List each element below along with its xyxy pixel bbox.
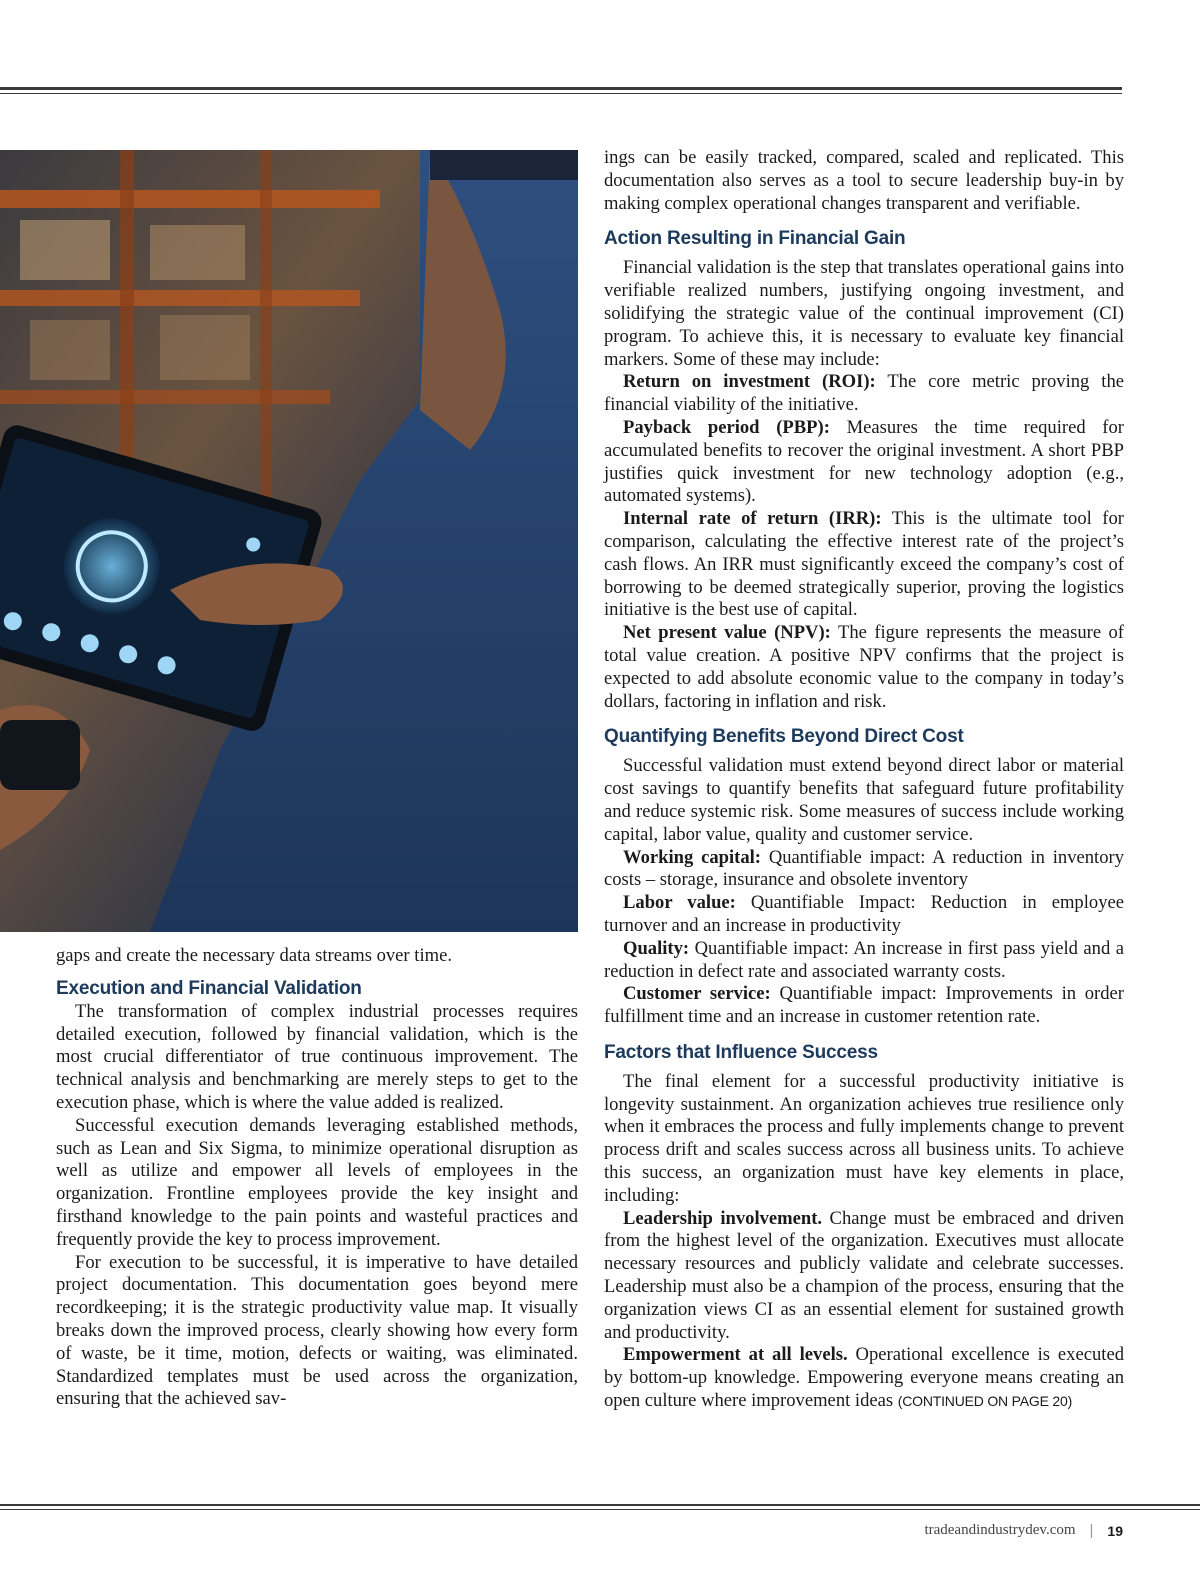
list-item-term: Net present value (NPV): — [623, 622, 831, 644]
section-heading-execution: Execution and Financial Validation — [56, 977, 362, 999]
warehouse-tablet-photo — [0, 150, 578, 932]
list-item-text: This is the ultimate tool for comparison, calculating the effective interest rate of the project’s cash flows. An IRR must significantly exceed the company’s cost of borrowing to be deemed strategically superior, proving the logistics initiative is the best use of capital. — [604, 508, 1124, 621]
list-item-text: Quantifiable impact: Improvements in order fulfillment time and an increase in customer retention rate. — [604, 983, 1124, 1028]
list-item-text: Quantifiable Impact: Reduction in employee turnover and an increase in productivity — [604, 892, 1124, 936]
page-number: 19 — [1107, 1522, 1123, 1539]
list-item-text: Measures the time required for accumulated benefits to recover the original investment. A short PBP justifies quick investment for new technology adoption (e.g., automated systems). — [604, 416, 1124, 507]
photo-illustration — [0, 150, 578, 932]
list-item — [604, 1208, 1124, 1345]
list-item — [604, 417, 1124, 508]
list-item — [604, 508, 1124, 622]
section-heading-factors-success: Factors that Influence Success — [604, 1041, 878, 1063]
top-rule — [0, 87, 1122, 90]
list-item-text: The core metric proving the financial viability of the initiative. — [604, 371, 1125, 416]
list-item — [604, 892, 1124, 938]
list-item-text: Quantifiable impact: A reduction in inventory costs – storage, insurance and obsolete inventory — [604, 846, 1124, 891]
right-lead: ings can be easily tracked, compared, scaled and replicated. This documentation also serves as a tool to secure leadership buy-in by making complex operational changes transparent and verifiable. — [604, 147, 1124, 214]
list-item — [604, 1344, 1124, 1412]
list-item-term: Leadership involvement. — [623, 1207, 823, 1229]
top-rule-thin — [0, 93, 1122, 94]
list-item-term: Quality: — [623, 937, 690, 959]
list-item-term: Customer service: — [623, 983, 771, 1005]
left-lead: gaps and create the necessary data streams over time. — [56, 945, 452, 966]
list-item-text: Quantifiable impact: An increase in first pass yield and a reduction in defect rate and associated warranty costs. — [604, 937, 1124, 982]
section-heading-quantifying-benefits: Quantifying Benefits Beyond Direct Cost — [604, 726, 964, 748]
section-heading-financial-gain: Action Resulting in Financial Gain — [604, 228, 906, 250]
page-footer — [924, 1522, 1123, 1539]
list-item-term: Payback period (PBP): — [623, 416, 830, 438]
list-item-term: Return on investment (ROI): — [623, 371, 876, 393]
footer-site-link[interactable]: tradeandindustrydev.com — [924, 1522, 1076, 1538]
section-intro: Financial validation is the step that translates operational gains into verifiable realized numbers, justifying ongoing investment, and solidifying the strategic value of the continual improvement (CI) program. To achieve this, it is necessary to evaluate key financial markers. Some of these may include: — [604, 257, 1124, 370]
list-item-term: Labor value: — [623, 892, 736, 914]
list-item — [604, 983, 1124, 1029]
left-paragraph: Successful execution demands leveraging established methods, such as Lean and Six Sigma, to minimize operational disruption as well as utilize and empower all levels of employees in the organization. Frontline employees provide the key insight and firsthand knowledge to the pain points and wasteful practices and frequently provide the key to process improvement. — [56, 1114, 578, 1250]
left-paragraph: For execution to be successful, it is imperative to have detailed project documentation. This documentation goes beyond mere recordkeeping; it is the strategic productivity value map. It visually breaks down the improved process, clearly showing how every form of waste, be it time, motion, defects or waiting, was eliminated. Standardized templates must be used across the organization, ensuring that the achieved sav- — [56, 1251, 578, 1410]
list-item — [604, 371, 1124, 417]
section-intro: Successful validation must extend beyond direct labor or material cost savings to quantify benefits that safeguard future profitability and reduce systemic risk. Some measures of success include working capital, labor value, quality and customer service. — [604, 755, 1124, 845]
list-item-term: Internal rate of return (IRR): — [623, 508, 882, 530]
list-item-text: Change must be embraced and driven from the highest level of the organization. Executives must allocate necessary resources and publicly validate and celebrate successes. Leadership must also be a champion of the process, ensuring that the organization views CI as an essential element for sustained growth and productivity. — [604, 1207, 1124, 1343]
left-column — [56, 945, 578, 1411]
list-item-term: Empowerment at all levels. — [623, 1344, 848, 1366]
list-item-text: The figure represents the measure of total value creation. A positive NPV confirms that the project is expected to add absolute economic value to the company in today’s dollars, factoring in inflation and risk. — [604, 622, 1124, 712]
left-paragraph: The transformation of complex industrial processes requires detailed execution, followed by financial validation, which is the most crucial differentiator of true continuous improvement. The technical analysis and benchmarking are merely steps to get to the execution phase, which is where the value added is realized. — [56, 1000, 578, 1113]
footer-separator: | — [1089, 1522, 1094, 1539]
bottom-rule — [0, 1504, 1200, 1506]
continued-notice: (CONTINUED ON PAGE 20) — [897, 1393, 1073, 1410]
bottom-rule-thin — [0, 1509, 1200, 1510]
section-intro: The final element for a successful productivity initiative is longevity sustainment. An organization achieves true resilience only when it embraces the process and fully implements change to prevent process drift and scales success across all business units. To achieve this success, an organization must have key elements in place, including: — [604, 1070, 1124, 1206]
list-item — [604, 847, 1124, 893]
list-item — [604, 622, 1124, 713]
list-item-text: Operational excellence is executed by bottom-up knowledge. Empowering everyone means creating an open culture where improvement ideas — [604, 1344, 1124, 1412]
list-item-term: Working capital: — [623, 846, 761, 868]
list-item — [604, 938, 1124, 984]
right-column — [604, 147, 1124, 1413]
